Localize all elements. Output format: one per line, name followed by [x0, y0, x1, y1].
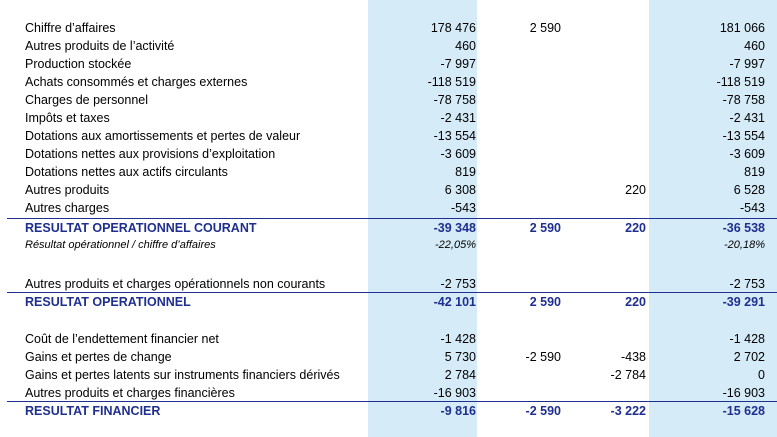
row-label: Production stockée — [25, 57, 132, 71]
cell-col-3: -2 784 — [610, 368, 646, 382]
table-row — [0, 91, 777, 109]
row-label: RESULTAT OPERATIONNEL COURANT — [25, 221, 257, 235]
cell-col-1: -42 101 — [433, 295, 476, 309]
cell-col-4: -13 554 — [722, 129, 765, 143]
cell-col-4: 6 528 — [733, 183, 765, 197]
cell-col-2: 2 590 — [529, 295, 561, 309]
cell-col-1: -118 519 — [427, 75, 476, 89]
cell-col-4: -118 519 — [716, 75, 765, 89]
cell-col-1: -78 758 — [433, 93, 476, 107]
cell-col-1: -16 903 — [433, 386, 476, 400]
cell-col-2: -2 590 — [525, 404, 561, 418]
cell-col-1: -2 431 — [440, 111, 476, 125]
subtotal-row — [0, 219, 777, 237]
row-label: RESULTAT OPERATIONNEL — [25, 295, 191, 309]
table-row — [0, 348, 777, 366]
cell-col-1: -7 997 — [440, 57, 476, 71]
cell-col-4: -39 291 — [722, 295, 765, 309]
cell-col-1: 5 730 — [444, 350, 476, 364]
cell-col-4: -20,18% — [724, 239, 765, 251]
cell-col-1: -2 753 — [440, 277, 476, 291]
cell-col-3: 220 — [625, 183, 646, 197]
cell-col-1: -3 609 — [440, 147, 476, 161]
cell-col-1: -13 554 — [433, 129, 476, 143]
row-label: Gains et pertes latents sur instruments financiers dérivés — [25, 368, 340, 382]
row-label: Coût de l’endettement financier net — [25, 332, 219, 346]
row-label: Résultat opérationnel / chiffre d’affaires — [25, 239, 216, 251]
table-row — [0, 55, 777, 73]
table-row — [0, 181, 777, 199]
table-row — [0, 366, 777, 384]
cell-col-4: -36 538 — [722, 221, 765, 235]
ratio-row — [0, 236, 777, 254]
cell-col-3: 220 — [625, 221, 646, 235]
cell-col-3: -438 — [620, 350, 646, 364]
table-row — [0, 19, 777, 37]
cell-col-4: 0 — [758, 368, 765, 382]
row-label: RESULTAT FINANCIER — [25, 404, 161, 418]
row-label: Autres charges — [25, 201, 110, 215]
table-row — [0, 37, 777, 55]
cell-col-1: -39 348 — [433, 221, 476, 235]
cell-col-4: -16 903 — [722, 386, 765, 400]
cell-col-1: -22,05% — [435, 239, 476, 251]
row-label: Autres produits — [25, 183, 110, 197]
row-label: Achats consommés et charges externes — [25, 75, 248, 89]
cell-col-2: 2 590 — [529, 221, 561, 235]
cell-col-1: -543 — [450, 201, 476, 215]
table-row — [0, 384, 777, 402]
cell-col-1: -1 428 — [440, 332, 476, 346]
cell-col-4: -1 428 — [729, 332, 765, 346]
row-label: Impôts et taxes — [25, 111, 110, 125]
row-label: Dotations aux amortissements et pertes de valeur — [25, 129, 301, 143]
table-row — [0, 109, 777, 127]
table-row — [0, 73, 777, 91]
cell-col-3: 220 — [625, 295, 646, 309]
cell-col-4: 819 — [744, 165, 765, 179]
cell-col-4: 2 702 — [733, 350, 765, 364]
row-label: Dotations nettes aux provisions d’exploitation — [25, 147, 276, 161]
cell-col-4: -543 — [739, 201, 765, 215]
cell-col-4: -7 997 — [729, 57, 765, 71]
cell-col-1: -9 816 — [440, 404, 476, 418]
table-row — [0, 163, 777, 181]
table-row — [0, 199, 777, 217]
cell-col-1: 819 — [455, 165, 476, 179]
row-label: Chiffre d’affaires — [25, 21, 116, 35]
row-label: Autres produits et charges opérationnels non courants — [25, 277, 326, 291]
row-label: Charges de personnel — [25, 93, 148, 107]
cell-col-4: 181 066 — [719, 21, 765, 35]
table-row — [0, 145, 777, 163]
table-row — [0, 330, 777, 348]
cell-col-4: -3 609 — [729, 147, 765, 161]
cell-col-2: -2 590 — [525, 350, 561, 364]
cell-col-1: 2 784 — [444, 368, 476, 382]
table-row — [0, 275, 777, 293]
table-row — [0, 127, 777, 145]
subtotal-row — [0, 402, 777, 420]
row-label: Gains et pertes de change — [25, 350, 172, 364]
cell-col-1: 178 476 — [430, 21, 476, 35]
cell-col-4: -2 431 — [729, 111, 765, 125]
row-label: Autres produits et charges financières — [25, 386, 235, 400]
row-label: Autres produits de l’activité — [25, 39, 175, 53]
cell-col-2: 2 590 — [529, 21, 561, 35]
cell-col-1: 6 308 — [444, 183, 476, 197]
cell-col-4: 460 — [744, 39, 765, 53]
cell-col-4: -15 628 — [722, 404, 765, 418]
subtotal-row — [0, 293, 777, 311]
cell-col-3: -3 222 — [610, 404, 646, 418]
row-label: Dotations nettes aux actifs circulants — [25, 165, 228, 179]
cell-col-1: 460 — [455, 39, 476, 53]
cell-col-4: -2 753 — [729, 277, 765, 291]
cell-col-4: -78 758 — [722, 93, 765, 107]
